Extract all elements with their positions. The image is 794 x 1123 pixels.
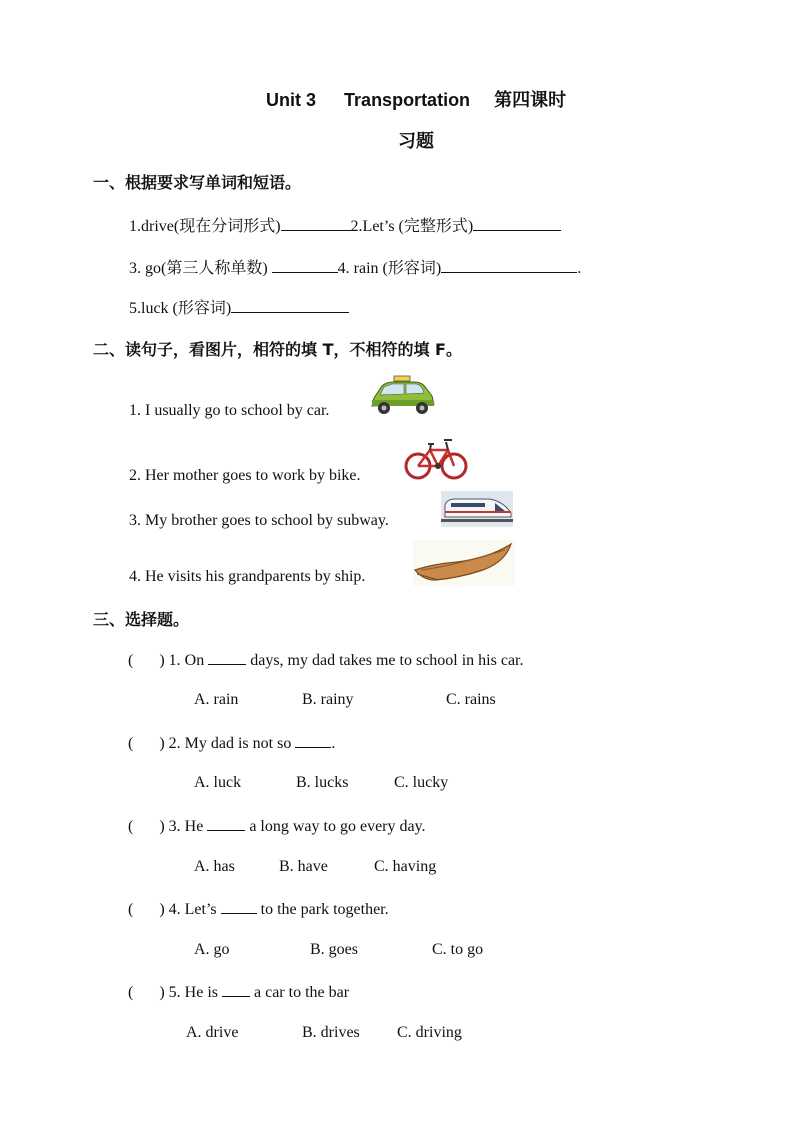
question-stem-a: He [184,818,204,835]
q5-luck: 5.luck (形容词) [129,300,232,317]
section3-heading: 三、选择题。 [93,610,190,629]
mc-question-3 [128,816,426,836]
section1-row1 [129,213,561,236]
mc-question-5 [128,982,349,1002]
train-icon [441,491,513,527]
question-stem-b: days, my dad takes me to school in his car. [250,652,524,669]
answer-paren[interactable]: ( [128,818,134,835]
title-unit: Unit 3 [266,90,317,110]
option-b[interactable]: B. have [279,858,328,875]
question-stem-b: to the park together. [260,901,389,918]
section2-heading: 二、读句子，看图片，相符的填 T，不相符的填 F。 [93,340,462,359]
question-stem-a: Let’s [184,901,217,918]
option-a[interactable]: A. luck [194,774,242,791]
question-number: ) 1. [159,652,181,669]
taxi-icon [368,374,438,418]
question-blank [295,733,331,748]
option-c[interactable]: C. driving [397,1024,462,1041]
option-c[interactable]: C. to go [432,941,484,958]
page-title [266,86,566,112]
option-c[interactable]: C. lucky [394,774,449,791]
page-subtitle: 习题 [398,131,434,151]
mc-question-1 [128,650,524,670]
question-stem-b: a car to the bar [253,984,350,1001]
option-a[interactable]: A. has [194,858,235,875]
option-a[interactable]: A. rain [194,691,239,708]
mc-question-2 [128,733,335,753]
option-b[interactable]: B. goes [310,941,358,958]
question-stem-b: . [331,735,336,752]
option-b[interactable]: B. lucks [296,774,349,791]
tf-item-1: 1. I usually go to school by car. [129,402,330,419]
answer-blank[interactable] [473,216,561,231]
question-blank [208,650,246,665]
answer-paren[interactable]: ( [128,735,134,752]
question-stem-b: a long way to go every day. [249,818,426,835]
answer-blank[interactable] [441,258,577,273]
question-stem-a: He is [184,984,218,1001]
bicycle-icon [404,432,468,482]
answer-paren[interactable]: ( [128,984,134,1001]
q1-drive: 1.drive(现在分词形式) [129,218,281,235]
tf-item-4: 4. He visits his grandparents by ship. [129,568,366,585]
answer-paren[interactable]: ( [128,652,134,669]
mc-question-4 [128,899,389,919]
question-number: ) 2. [159,735,181,752]
tf-item-2: 2. Her mother goes to work by bike. [129,467,361,484]
option-c[interactable]: C. having [374,858,437,875]
answer-paren[interactable]: ( [128,901,134,918]
question-number: ) 4. [159,901,181,918]
answer-blank[interactable] [231,298,349,313]
q2-lets: 2.Let’s (完整形式) [350,218,474,235]
option-b[interactable]: B. rainy [302,691,354,708]
question-stem-a: On [184,652,205,669]
section1-heading: 一、根据要求写单词和短语。 [93,173,302,192]
row2-period: . [577,260,582,277]
section1-row3 [129,295,349,318]
option-b[interactable]: B. drives [302,1024,360,1041]
question-blank [221,899,257,914]
option-c[interactable]: C. rains [446,691,496,708]
question-number: ) 5. [159,984,181,1001]
question-number: ) 3. [159,818,181,835]
title-lesson: 第四课时 [494,90,567,110]
question-blank [222,982,250,997]
option-a[interactable]: A. go [194,941,230,958]
question-blank [207,816,245,831]
question-stem-a: My dad is not so [184,735,292,752]
option-a[interactable]: A. drive [186,1024,239,1041]
answer-blank[interactable] [281,216,351,231]
title-topic: Transportation [344,90,471,110]
answer-blank[interactable] [272,258,338,273]
boat-icon [413,540,515,586]
q4-rain: 4. rain (形容词) [337,260,442,277]
section1-row2 [129,255,581,278]
q3-go: 3. go(第三人称单数) [129,260,268,277]
tf-item-3: 3. My brother goes to school by subway. [129,512,389,529]
